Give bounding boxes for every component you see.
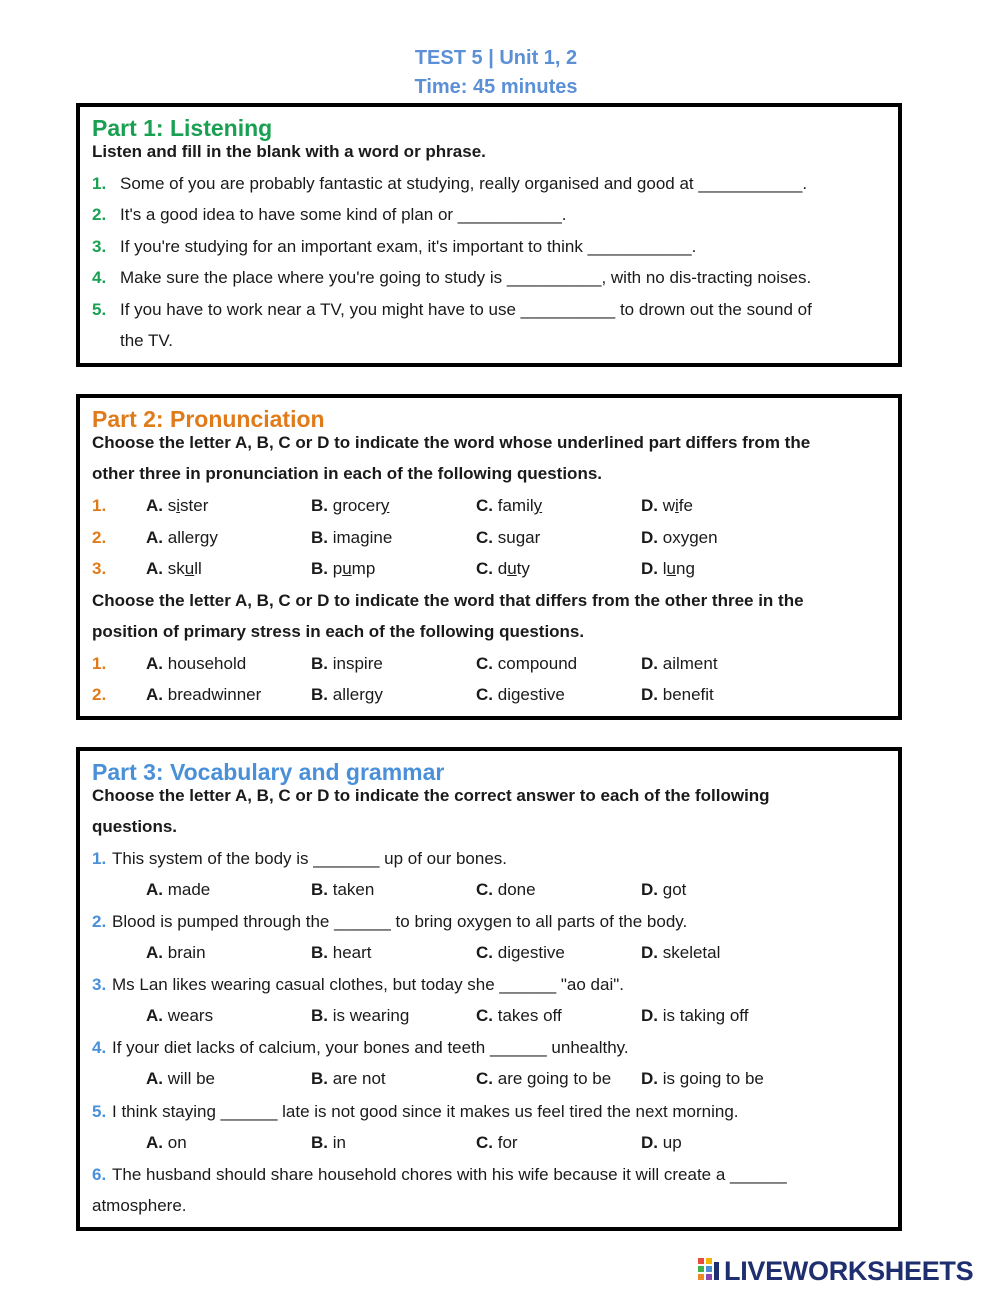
question-number: 1. <box>92 496 107 515</box>
part2-instruction-2b: position of primary stress in each of the following questions. <box>92 622 585 641</box>
option-letter: D. <box>641 1006 658 1025</box>
option-word: heart <box>332 943 372 962</box>
option-b <box>311 880 374 900</box>
option-b <box>311 528 392 548</box>
option-a <box>146 559 202 579</box>
question-text-cont: atmosphere. <box>92 1196 187 1215</box>
option-word-pre: grocer <box>332 496 381 515</box>
item-number: 2. <box>92 205 107 224</box>
question-text: Blood is pumped through the ______ to bring oxygen to all parts of the body. <box>112 912 688 931</box>
question-number: 1. <box>92 849 107 868</box>
option-d <box>641 685 714 705</box>
option-word-post: ll <box>194 559 202 578</box>
option-underlined-part: y <box>533 496 543 515</box>
option-underlined-part: u <box>184 559 195 578</box>
option-letter: B. <box>311 654 328 673</box>
item-text-cont: the TV. <box>120 331 173 350</box>
item-number: 5. <box>92 300 107 319</box>
option-word: household <box>167 654 247 673</box>
item-number: 1. <box>92 174 107 193</box>
item-text: If you have to work near a TV, you might have to use __________ to drown out the sound of <box>120 300 812 319</box>
question-text: The husband should share household chores with his wife because it will create a ______ <box>112 1165 787 1184</box>
option-letter: D. <box>641 1133 658 1152</box>
option-a <box>146 654 246 674</box>
option-word-pre: ima <box>332 528 361 547</box>
option-letter: B. <box>311 496 328 515</box>
option-letter: C. <box>476 1006 493 1025</box>
option-letter: D. <box>641 943 658 962</box>
option-underlined-part: g <box>360 528 370 547</box>
option-underlined-part: i <box>176 496 181 515</box>
option-letter: A. <box>146 685 163 704</box>
option-word-pre: w <box>662 496 676 515</box>
option-word: benefit <box>662 685 714 704</box>
option-letter: B. <box>311 880 328 899</box>
question-number: 6. <box>92 1165 107 1184</box>
option-letter: B. <box>311 559 328 578</box>
option-word: wears <box>167 1006 214 1025</box>
option-c <box>476 654 577 674</box>
option-letter: D. <box>641 496 658 515</box>
option-word-post: ty <box>516 559 530 578</box>
option-letter: B. <box>311 1133 328 1152</box>
option-letter: A. <box>146 1006 163 1025</box>
option-letter: B. <box>311 685 328 704</box>
part2-instruction-1b: other three in pronunciation in each of the following questions. <box>92 464 603 483</box>
item-number: 3. <box>92 237 107 256</box>
option-word-post: ster <box>180 496 209 515</box>
option-d <box>641 1069 764 1089</box>
option-c <box>476 559 530 579</box>
option-underlined-part: u <box>342 559 352 578</box>
option-d <box>641 528 718 548</box>
option-word: for <box>497 1133 518 1152</box>
option-c <box>476 1069 611 1089</box>
option-b <box>311 1069 386 1089</box>
question-text: Ms Lan likes wearing casual clothes, but today she ______ "ao dai". <box>112 975 624 994</box>
part1-title: Part 1: Listening <box>92 115 273 141</box>
option-letter: D. <box>641 654 658 673</box>
option-letter: C. <box>476 496 493 515</box>
question-number: 2. <box>92 912 107 931</box>
option-underlined-part: y <box>380 496 390 515</box>
option-letter: C. <box>476 559 493 578</box>
option-a <box>146 1069 215 1089</box>
option-d <box>641 943 720 963</box>
option-underlined-part: u <box>666 559 676 578</box>
option-a <box>146 496 208 516</box>
question-number: 3. <box>92 559 107 578</box>
part2-instruction-1a: Choose the letter A, B, C or D to indicate the word whose underlined part differs from the <box>92 433 811 452</box>
option-b <box>311 654 383 674</box>
test-time: Time: 45 minutes <box>414 76 578 98</box>
option-underlined-part: i <box>675 496 679 515</box>
item-number: 4. <box>92 268 107 287</box>
option-underlined-part: g <box>515 528 526 547</box>
option-c <box>476 496 542 516</box>
option-word-pre: sk <box>167 559 185 578</box>
option-a <box>146 880 210 900</box>
option-a <box>146 1006 213 1026</box>
option-letter: A. <box>146 1133 163 1152</box>
liveworksheets-logo-icon <box>698 1258 720 1282</box>
question-text: I think staying ______ late is not good since it makes us feel tired the next morning. <box>112 1102 739 1121</box>
option-word: is wearing <box>332 1006 410 1025</box>
option-b <box>311 496 389 516</box>
question-number: 2. <box>92 528 107 547</box>
option-underlined-part: g <box>199 528 210 547</box>
option-c <box>476 1133 518 1153</box>
option-letter: C. <box>476 528 493 547</box>
option-letter: A. <box>146 880 163 899</box>
liveworksheets-logo-text: LIVEWORKSHEETS <box>724 1256 974 1286</box>
option-word-post: en <box>698 528 718 547</box>
option-letter: C. <box>476 880 493 899</box>
question-text: This system of the body is _______ up of our bones. <box>112 849 508 868</box>
option-letter: C. <box>476 1069 493 1088</box>
option-letter: D. <box>641 528 658 547</box>
test-title: TEST 5 | Unit 1, 2 <box>414 47 578 69</box>
option-word: got <box>662 880 687 899</box>
option-a <box>146 943 206 963</box>
option-word: digestive <box>497 685 565 704</box>
option-word-pre: su <box>497 528 516 547</box>
option-word: are not <box>332 1069 386 1088</box>
part3-box <box>76 747 902 1231</box>
option-b <box>311 1133 346 1153</box>
item-text: Make sure the place where you're going to study is __________, with no dis-tracting noises. <box>120 268 812 287</box>
question-number: 1. <box>92 654 107 673</box>
option-letter: B. <box>311 528 328 547</box>
item-text: It's a good idea to have some kind of plan or ___________. <box>120 205 567 224</box>
option-word: up <box>662 1133 682 1152</box>
option-letter: A. <box>146 528 163 547</box>
option-word: ailment <box>662 654 718 673</box>
option-word-pre: p <box>332 559 343 578</box>
option-c <box>476 685 565 705</box>
option-d <box>641 654 718 674</box>
option-d <box>641 559 695 579</box>
option-word-pre: l <box>662 559 667 578</box>
option-word-pre: oxy <box>662 528 690 547</box>
part2-box <box>76 394 902 720</box>
option-word: allergy <box>332 685 383 704</box>
option-b <box>311 943 371 963</box>
option-word: brain <box>167 943 206 962</box>
part1-instruction: Listen and fill in the blank with a word or phrase. <box>92 142 486 161</box>
option-letter: D. <box>641 559 658 578</box>
option-letter: A. <box>146 1069 163 1088</box>
option-a <box>146 685 261 705</box>
part2-instruction-2a: Choose the letter A, B, C or D to indicate the word that differs from the other three in the <box>92 591 804 610</box>
question-number: 4. <box>92 1038 107 1057</box>
part3-instruction-b: questions. <box>92 817 178 836</box>
option-c <box>476 1006 562 1026</box>
option-word: digestive <box>497 943 565 962</box>
option-c <box>476 943 565 963</box>
option-a <box>146 528 218 548</box>
option-word-pre: s <box>167 496 177 515</box>
option-letter: C. <box>476 685 493 704</box>
option-letter: A. <box>146 943 163 962</box>
option-letter: B. <box>311 1006 328 1025</box>
option-c <box>476 880 536 900</box>
option-d <box>641 1006 748 1026</box>
option-word: on <box>167 1133 187 1152</box>
option-underlined-part: u <box>507 559 517 578</box>
option-letter: A. <box>146 654 163 673</box>
option-letter: D. <box>641 1069 658 1088</box>
option-word-post: fe <box>678 496 693 515</box>
option-word-post: ine <box>369 528 393 547</box>
option-d <box>641 496 693 516</box>
option-word: made <box>167 880 211 899</box>
option-word: will be <box>167 1069 215 1088</box>
option-letter: C. <box>476 654 493 673</box>
test-header <box>0 44 992 102</box>
option-letter: A. <box>146 559 163 578</box>
option-b <box>311 1006 409 1026</box>
option-word: inspire <box>332 654 383 673</box>
option-word: is going to be <box>662 1069 764 1088</box>
part3-instruction-a: Choose the letter A, B, C or D to indicate the correct answer to each of the following <box>92 786 770 805</box>
option-word-post: ar <box>525 528 541 547</box>
option-underlined-part: g <box>689 528 699 547</box>
option-word: taken <box>332 880 375 899</box>
option-d <box>641 880 686 900</box>
option-word: compound <box>497 654 578 673</box>
option-c <box>476 528 540 548</box>
item-text: If you're studying for an important exam, it's important to think ___________. <box>120 237 697 256</box>
item-text: Some of you are probably fantastic at studying, really organised and good at ___________. <box>120 174 808 193</box>
option-letter: A. <box>146 496 163 515</box>
option-word: done <box>497 880 536 899</box>
option-word: is taking off <box>662 1006 749 1025</box>
option-d <box>641 1133 682 1153</box>
option-letter: C. <box>476 943 493 962</box>
part3-title: Part 3: Vocabulary and grammar <box>92 759 445 785</box>
option-word-pre: d <box>497 559 508 578</box>
part1-box <box>76 103 902 367</box>
option-word: skeletal <box>662 943 721 962</box>
question-number: 5. <box>92 1102 107 1121</box>
option-word-post: mp <box>351 559 376 578</box>
option-b <box>311 685 383 705</box>
question-text: If your diet lacks of calcium, your bones and teeth ______ unhealthy. <box>112 1038 629 1057</box>
option-letter: D. <box>641 685 658 704</box>
question-number: 3. <box>92 975 107 994</box>
option-b <box>311 559 375 579</box>
part2-title: Part 2: Pronunciation <box>92 406 325 432</box>
option-letter: B. <box>311 1069 328 1088</box>
option-word-post: y <box>209 528 218 547</box>
option-a <box>146 1133 187 1153</box>
option-word: are going to be <box>497 1069 612 1088</box>
option-word-pre: aller <box>167 528 200 547</box>
option-word: takes off <box>497 1006 562 1025</box>
option-letter: B. <box>311 943 328 962</box>
option-letter: D. <box>641 880 658 899</box>
option-word: breadwinner <box>167 685 262 704</box>
option-word: in <box>332 1133 346 1152</box>
question-number: 2. <box>92 685 107 704</box>
option-letter: C. <box>476 1133 493 1152</box>
option-word-post: ng <box>675 559 695 578</box>
option-word-pre: famil <box>497 496 534 515</box>
